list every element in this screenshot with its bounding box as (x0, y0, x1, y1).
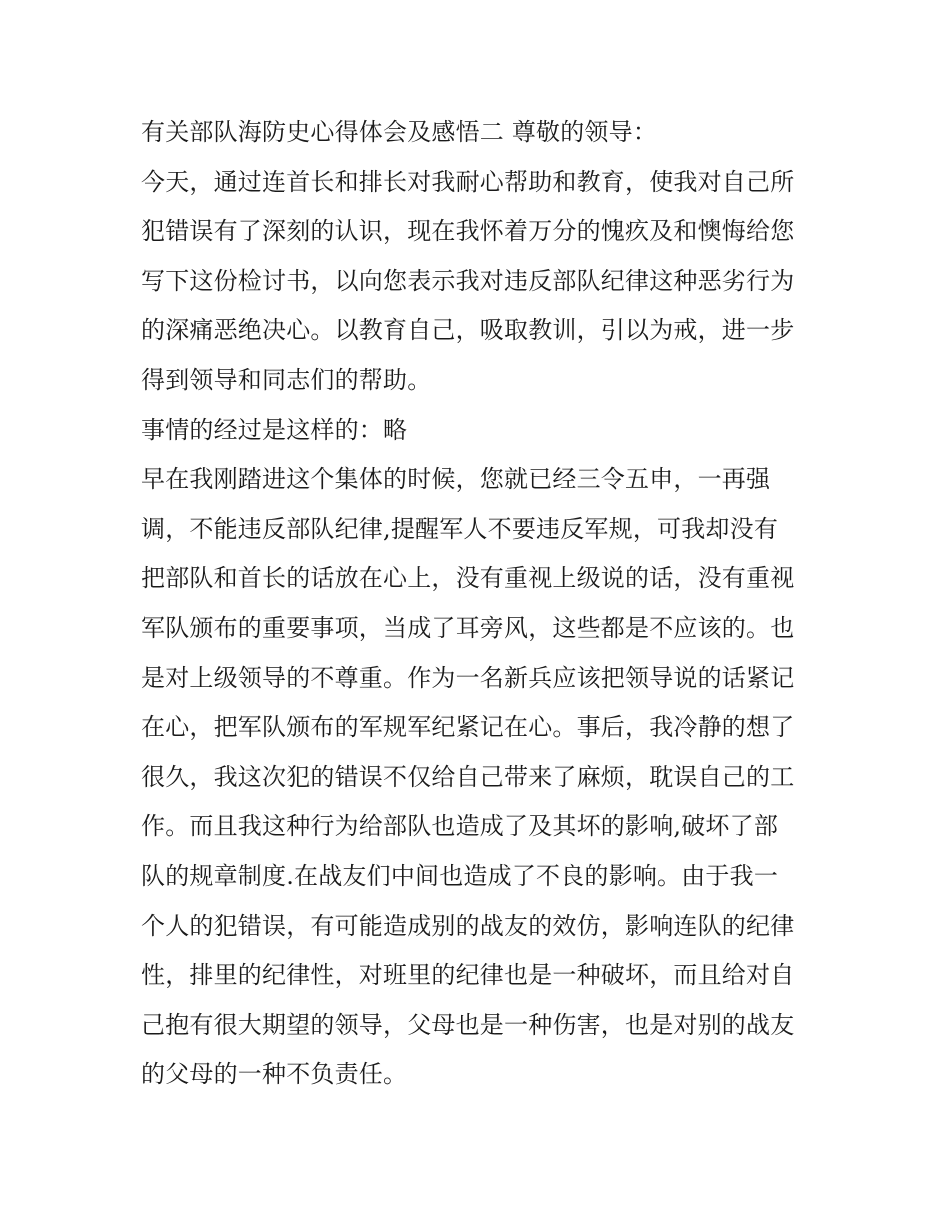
text-line: 的深痛恶绝决心。以教育自己，吸取教训，引以为戒，进一步 (141, 316, 795, 345)
text-line: 写下这份检讨书，以向您表示我对违反部队纪律这种恶劣行为 (141, 266, 795, 295)
text-line: 早在我刚踏进这个集体的时候，您就已经三令五申，一再强 (141, 465, 771, 494)
text-line: 在心，把军队颁布的军规军纪紧记在心。事后，我冷静的想了 (141, 713, 795, 742)
text-line: 调，不能违反部队纪律,提醒军人不要违反军规，可我却没有 (141, 514, 779, 543)
text-line: 军队颁布的重要事项，当成了耳旁风，这些都是不应该的。也 (141, 613, 795, 642)
text-line: 今天，通过连首长和排长对我耐心帮助和教育，使我对自己所 (141, 167, 795, 196)
text-line: 事情的经过是这样的：略 (141, 415, 408, 444)
text-line: 犯错误有了深刻的认识，现在我怀着万分的愧疚及和懊悔给您 (141, 217, 795, 246)
text-line: 作。而且我这种行为给部队也造成了及其坏的影响,破坏了部 (141, 812, 779, 841)
text-line: 得到领导和同志们的帮助。 (141, 365, 432, 394)
document-title-line: 有关部队海防史心得体会及感悟二 尊敬的领导： (141, 118, 658, 146)
text-line: 己抱有很大期望的领导，父母也是一种伤害，也是对别的战友 (141, 1010, 795, 1039)
text-line: 是对上级领导的不尊重。作为一名新兵应该把领导说的话紧记 (141, 663, 795, 692)
text-line: 很久，我这次犯的错误不仅给自己带来了麻烦，耽误自己的工 (141, 762, 795, 791)
document-body (141, 108, 821, 1100)
text-line: 个人的犯错误，有可能造成别的战友的效仿，影响连队的纪律 (141, 911, 795, 940)
text-line: 的父母的一种不负责任。 (141, 1060, 408, 1089)
text-line: 性，排里的纪律性，对班里的纪律也是一种破坏，而且给对自 (141, 961, 795, 990)
text-line: 把部队和首长的话放在心上，没有重视上级说的话，没有重视 (141, 564, 795, 593)
text-line: 队的规章制度.在战友们中间也造成了不良的影响。由于我一 (141, 861, 779, 890)
